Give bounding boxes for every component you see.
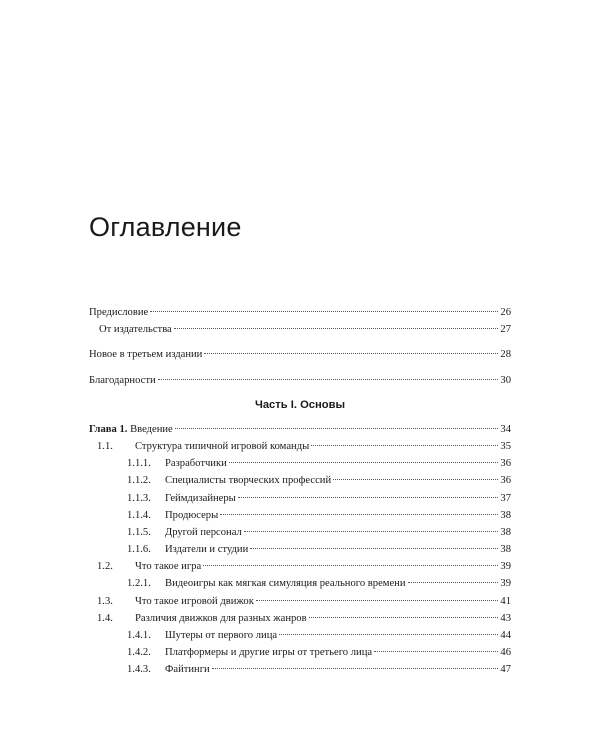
toc-entry-label: Что такое игра — [135, 561, 202, 573]
toc-entry-subsection[interactable] — [89, 524, 511, 541]
toc-entry-label: Специалисты творческих профессий — [165, 475, 332, 487]
section-number: 1.1.1. — [127, 458, 151, 470]
section-number: 1.1.3. — [127, 492, 151, 504]
part-heading: Часть I. Основы — [254, 398, 346, 411]
section-number: 1.4.1. — [127, 630, 151, 641]
toc-entry-page: 38 — [500, 509, 511, 521]
toc-entry-page: 26 — [500, 307, 511, 318]
toc-entry-section[interactable] — [89, 593, 511, 610]
toc-entry-page: 39 — [500, 561, 511, 573]
toc-entry-page: 38 — [500, 544, 511, 556]
dot-leader — [212, 668, 499, 669]
chapter-prefix: Глава 1. — [89, 423, 128, 435]
dot-leader — [279, 634, 498, 635]
section-number: 1.4.2. — [127, 647, 151, 659]
chapter-title: Введение — [130, 423, 173, 435]
toc-entry-chapter-1[interactable] — [89, 421, 511, 438]
toc-entry-page: 39 — [500, 578, 511, 590]
dot-leader — [174, 328, 499, 329]
spacer — [89, 364, 511, 372]
toc-entry-page: 28 — [500, 349, 511, 361]
dot-leader — [309, 617, 499, 618]
toc-entry-page: 30 — [500, 374, 511, 386]
toc-entry-label: Разработчики — [165, 458, 227, 470]
dot-leader — [250, 548, 498, 549]
toc-entry-label: Предисловие — [89, 307, 149, 318]
toc-entry-page: 36 — [500, 475, 511, 487]
toc-entry-subsection[interactable] — [89, 472, 511, 489]
toc-entry-subsection[interactable] — [89, 507, 511, 524]
toc-entry-section[interactable] — [89, 558, 511, 575]
dot-leader — [229, 462, 499, 463]
toc-entry-subsection[interactable] — [89, 490, 511, 507]
dot-leader — [204, 353, 498, 354]
section-number: 1.1.5. — [127, 526, 151, 538]
toc-entry-label: Платформеры и другие игры от третьего лица — [165, 647, 373, 659]
page-title: Оглавление — [89, 212, 242, 242]
toc-entry-label: Геймдизайнеры — [165, 492, 236, 504]
dot-leader — [158, 379, 499, 380]
toc-entry-page: 43 — [500, 612, 511, 624]
toc-entry-foreword[interactable] — [89, 304, 511, 321]
toc-entry-page: 46 — [500, 647, 511, 659]
dot-leader — [244, 531, 499, 532]
toc-entry-page: 35 — [500, 440, 511, 452]
dot-leader — [333, 479, 498, 480]
toc-entry-acknowledgements[interactable] — [89, 372, 511, 389]
section-number: 1.4. — [97, 612, 113, 624]
dot-leader — [256, 600, 499, 601]
section-number: 1.1. — [97, 440, 113, 452]
toc-entry-label: Видеоигры как мягкая симуляция реального времени — [165, 578, 406, 590]
toc-entry-section[interactable] — [89, 438, 511, 455]
section-number: 1.4.3. — [127, 664, 151, 676]
toc-entry-subsection[interactable] — [89, 455, 511, 472]
toc-entry-subsection[interactable] — [89, 644, 511, 661]
toc-entry-label: Издатели и студии — [165, 544, 249, 556]
toc-entry-subsection[interactable] — [89, 627, 511, 644]
dot-leader — [311, 445, 498, 446]
toc-entry-label: Продюсеры — [165, 509, 219, 521]
spacer — [89, 338, 511, 346]
dot-leader — [408, 582, 499, 583]
toc-entry-page: 47 — [500, 664, 511, 676]
toc-entry-page: 41 — [500, 595, 511, 607]
section-number: 1.1.2. — [127, 475, 151, 487]
toc-entry-label: Другой персонал — [165, 526, 242, 538]
toc-entry-subsection[interactable] — [89, 661, 511, 678]
table-of-contents — [89, 304, 511, 679]
section-number: 1.1.4. — [127, 509, 151, 521]
toc-entry-page: 27 — [500, 324, 511, 336]
toc-entry-label: Новое в третьем издании — [89, 349, 203, 361]
toc-entry-label: Различия движков для разных жанров — [135, 612, 307, 624]
toc-entry-subsection[interactable] — [89, 541, 511, 558]
toc-entry-from-publisher[interactable] — [89, 321, 511, 338]
section-number: 1.3. — [97, 595, 113, 607]
toc-entry-label: Шутеры от первого лица — [165, 630, 278, 641]
toc-entry-label: Структура типичной игровой команды — [135, 440, 310, 452]
dot-leader — [150, 311, 498, 312]
section-number: 1.1.6. — [127, 544, 151, 556]
dot-leader — [238, 497, 499, 498]
toc-entry-label — [89, 421, 173, 438]
dot-leader — [374, 651, 498, 652]
section-number: 1.2.1. — [127, 578, 151, 590]
toc-entry-new-in-third-edition[interactable] — [89, 346, 511, 363]
section-number: 1.2. — [97, 561, 113, 573]
toc-entry-page: 34 — [500, 423, 511, 435]
toc-entry-label: Что такое игровой движок — [135, 595, 254, 607]
toc-entry-section[interactable] — [89, 610, 511, 627]
dot-leader — [175, 428, 499, 429]
toc-entry-page: 38 — [500, 526, 511, 538]
toc-entry-page: 37 — [500, 492, 511, 504]
dot-leader — [203, 565, 498, 566]
toc-entry-page: 36 — [500, 458, 511, 470]
toc-entry-label: От издательства — [99, 324, 172, 336]
dot-leader — [220, 514, 498, 515]
toc-entry-label: Файтинги — [165, 664, 210, 676]
toc-entry-page: 44 — [500, 630, 511, 641]
toc-entry-label: Благодарности — [89, 374, 156, 386]
toc-entry-subsection[interactable] — [89, 575, 511, 592]
